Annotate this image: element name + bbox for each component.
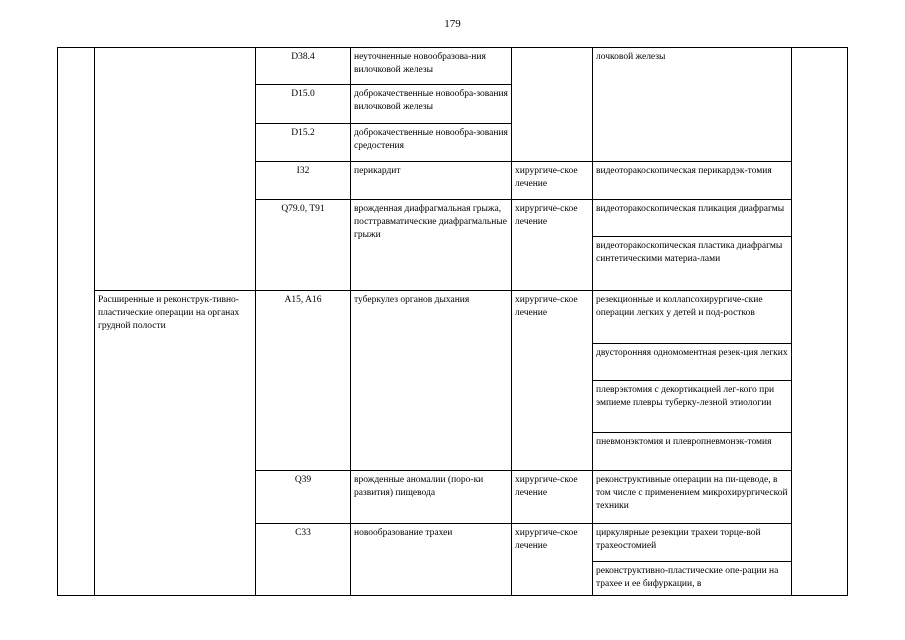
- method-cell: лочковой железы: [593, 48, 792, 162]
- method-cell: двусторонняя одномоментная резек-ция легких: [593, 344, 792, 381]
- method-cell: циркулярные резекции трахеи торце-вой трахеостомией: [593, 524, 792, 562]
- code-cell: D15.2: [256, 124, 351, 162]
- group-cell: Расширенные и реконструк-тивно-пластические операции на органах грудной полости: [95, 291, 256, 596]
- method-cell: реконструктивные операции на пи-щеводе, в том числе с применением микрохирургической техники: [593, 471, 792, 524]
- treatment-cell: хирургиче-ское лечение: [512, 291, 593, 471]
- procedures-table: [57, 47, 848, 596]
- method-cell: плеврэктомия с декортикацией лег-кого при эмпиеме плевры туберку-лезной этиологии: [593, 381, 792, 433]
- diagnosis-cell: доброкачественные новообра-зования средостения: [351, 124, 512, 162]
- code-cell: Q39: [256, 471, 351, 524]
- treatment-cell: [512, 48, 593, 162]
- treatment-cell: хирургиче-ское лечение: [512, 524, 593, 596]
- diagnosis-cell: перикардит: [351, 162, 512, 200]
- index-cell: [58, 48, 95, 596]
- code-cell: C33: [256, 524, 351, 596]
- code-cell: Q79.0, T91: [256, 200, 351, 291]
- diagnosis-cell: неуточненные новообразова-ния вилочковой железы: [351, 48, 512, 85]
- group-cell: [95, 48, 256, 291]
- extra-cell: [792, 48, 848, 596]
- diagnosis-cell: новообразование трахеи: [351, 524, 512, 596]
- method-cell: видеоторакоскопическая пластика диафрагмы синтетическими материа-лами: [593, 237, 792, 291]
- code-cell: D38.4: [256, 48, 351, 85]
- code-cell: I32: [256, 162, 351, 200]
- table-row: [58, 291, 848, 344]
- treatment-cell: хирургиче-ское лечение: [512, 471, 593, 524]
- treatment-cell: хирургиче-ское лечение: [512, 200, 593, 291]
- method-cell: резекционные и коллапсохирургиче-ские операции легких у детей и под-ростков: [593, 291, 792, 344]
- method-cell: пневмонэктомия и плевропневмонэк-томия: [593, 433, 792, 471]
- diagnosis-cell: доброкачественные новообра-зования вилочковой железы: [351, 85, 512, 124]
- method-cell: видеоторакоскопическая пликация диафрагмы: [593, 200, 792, 237]
- diagnosis-cell: врожденные аномалии (поро-ки развития) пищевода: [351, 471, 512, 524]
- diagnosis-cell: врожденная диафрагмальная грыжа, посттравматические диафрагмальные грыжи: [351, 200, 512, 291]
- treatment-cell: хирургиче-ское лечение: [512, 162, 593, 200]
- code-cell: D15.0: [256, 85, 351, 124]
- method-cell: видеоторакоскопическая перикардэк-томия: [593, 162, 792, 200]
- table-row: [58, 48, 848, 85]
- diagnosis-cell: туберкулез органов дыхания: [351, 291, 512, 471]
- page-number: 179: [444, 18, 461, 30]
- code-cell: A15, A16: [256, 291, 351, 471]
- method-cell: реконструктивно-пластические опе-рации на трахее и ее бифуркации, в: [593, 562, 792, 596]
